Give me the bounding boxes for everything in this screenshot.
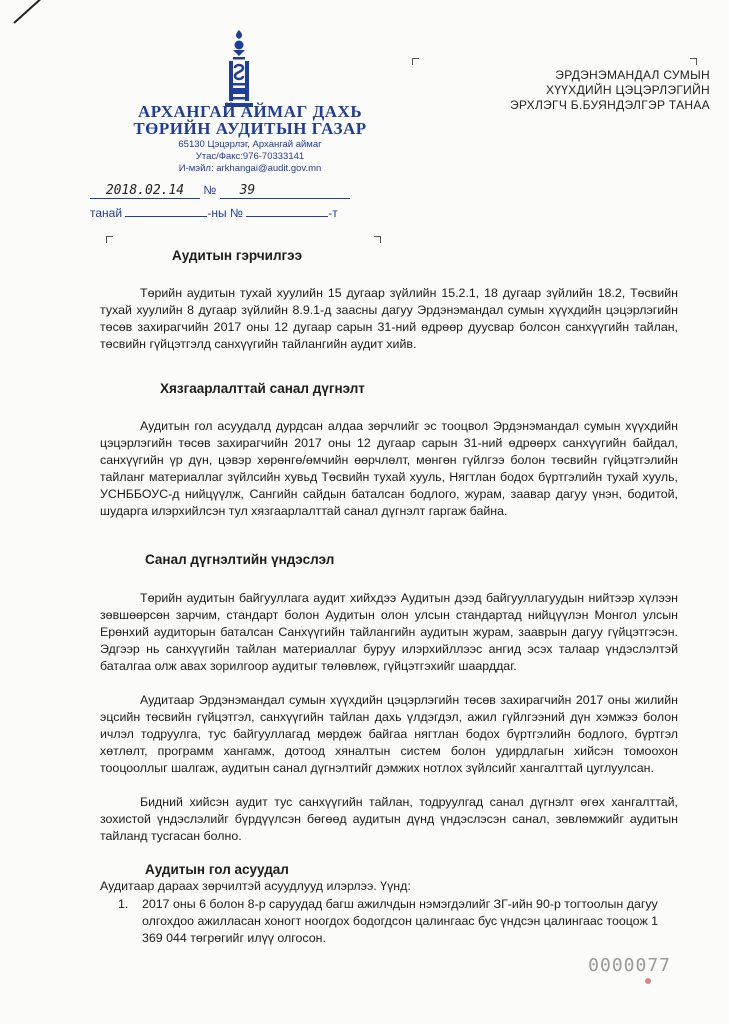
recipient-line2: ХҮҮХДИЙН ЦЭЦЭРЛЭГИЙН: [546, 83, 710, 97]
number-label: №: [203, 183, 217, 197]
ink-dot: [645, 978, 651, 984]
heading-audit-certificate: Аудитын гэрчилгээ: [172, 248, 303, 263]
recipient-corner-mark: [690, 58, 697, 65]
org-name-line1: АРХАНГАЙ АЙМАГ ДАХЬ: [137, 102, 363, 121]
reference-line: [90, 206, 380, 220]
letter-number: 39: [239, 183, 256, 198]
page-number-stamp: 0000077: [588, 955, 671, 976]
date-number-line: [90, 183, 380, 199]
ref-prefix: танай: [90, 206, 123, 220]
list-text: 2017 оны 6 болон 8-р саруудад багш ажилчдын нэмэгдэлийг ЗГ-ийн 90-р тогтоолын дагуу олгохдоо ажилласан хоногт ноогдох бодогдсон цалингаас бус үндсэн цалингаас тооцож 1 369 044 төгрөгийг илүү олгосон.: [142, 897, 659, 945]
paragraph-intro: Төрийн аудитын тухай хуулийн 15 дугаар зүйлийн 15.2.1, 18 дугаар зүйлийн 18.2, Төсвийн тухай хуулийн 8 дугаар зүйлийн 8.9.1-д заасны дагуу Эрдэнэмандал сумын хүүхдийн цэцэрлэгийн төсөв захирагчийн 2017 оны 12 дугаар сарын 31-ний өдрөөр дуусвар болсон санхүүгийн тайлан, төсвийн гүйцэтгэлд санхүүгийн тайлангийн аудит хийв.: [100, 286, 678, 351]
paragraph-opinion: Аудитын гол асуудалд дурдсан алдаа зөрчлийг эс тооцвол Эрдэнэмандал сумын хүүхдийн цэцэрлэгийн төсөв захирагчийн 2017 оны 12 дугаар сарын 31-ний өдрөөрх санхүүгийн байдал, санхүүгийн үр дүн, цэвэр хөрөнгө/өмчийн өөрчлөлт, мөнгөн гүйлгээ болон төсвийн гүйцэтгэлийн тайланг материаллаг зүйлсийн хувьд Төсвийн тухай хууль, Нягтлан бодох бүртгэлийн тухай хууль, УСНББОУС-д нийцүүлж, Сангийн сайдын баталсан бодлого, журам, заавар дагуу үнэн, бодитой, шударга илэрхийлсэн тул хязгаарлалттай санал дүгнэлт гаргаж байна.: [100, 419, 678, 518]
address-corner-mark: [374, 236, 381, 243]
list-number: 1.: [118, 897, 129, 911]
org-email: И-мэйл: arkhangai@audit.gov.mn: [178, 163, 322, 174]
paragraph-recommendations: Бидний хийсэн аудит тус санхүүгийн тайлан, тодруулгад санал дүгнэлт өгөх хангалттай, зохистой үндэслэлийг бүрдүүлсэн бөгөөд аудитын дүнд үндэслэсэн санал, зөвлөмжийг аудитын тайланд тусгасан болно.: [100, 795, 678, 843]
heading-qualified-opinion: Хязгаарлалттай санал дүгнэлт: [160, 381, 365, 396]
ref-mid: -ны №: [207, 206, 243, 220]
list-item: [118, 896, 678, 947]
org-name-line2: ТӨРИЙН АУДИТЫН ГАЗАР: [133, 119, 367, 138]
soyombo-emblem-icon: [222, 28, 256, 110]
paragraph-basis: Төрийн аудитын байгууллага аудит хийхдээ Аудитын дээд байгууллагуудын нийтээр хүлээн зөвшөөрсөн зарчим, стандарт болон Аудитын олон улсын стандартад нийцүүлэн Монгол улсын Ерөнхий аудиторын баталсан Санхүүгийн тайлангийн аудитын журам, зааврын дагуу гүйцэтгэсэн. Эдгээр нь санхүүгийн тайлан материаллаг буруу илэрхийллээс ангид эсэх талаар үндэслэлтэй баталгаа олж авах зорилгоор аудитыг төлөвлөж, гүйцэтгэхийг шаарддаг.: [100, 591, 678, 673]
org-address: 65130 Цэцэрлэг, Архангай аймаг: [178, 139, 322, 150]
pen-mark: [13, 0, 46, 24]
paragraph-scope: Аудитаар Эрдэнэмандал сумын хүүхдийн цэцэрлэгийн төсөв захирагчийн 2017 оны жилийн эцсийн төсвийн гүйцэтгэл, санхүүгийн тайлан дахь үлдэгдэл, ажил гүйлгээний дүн хэмжээ болон ичлэл тодруулга, тус байгууллагад мөрдөж байгаа нягтлан бодох бүртгэлийн бодлого, бүртгэл хөтлөлт, программ хангамж, дотоод хяналтын систем болон удирдлагын хийсэн томоохон тооцооллыг шалгаж, аудитын санал дүгнэлтийг дэмжих нотлох зүйлсийг хангалттай цуглуулсан.: [100, 693, 678, 775]
heading-key-audit-matters: Аудитын гол асуудал: [145, 862, 289, 877]
heading-basis-for-opinion: Санал дүгнэлтийн үндэслэл: [145, 552, 335, 567]
recipient-line1: ЭРДЭНЭМАНДАЛ СУМЫН: [555, 68, 710, 82]
paragraph-findings-intro: Аудитаар дараах зөрчилтэй асуудлууд илэрлээ. Үүнд:: [100, 879, 411, 893]
ref-suffix: -т: [328, 206, 338, 220]
org-phone: Утас/Факс:976-70333141: [195, 151, 305, 162]
address-corner-mark: [106, 236, 113, 243]
letter-date: 2018.02.14: [105, 183, 185, 198]
recipient-corner-mark: [412, 58, 419, 65]
recipient-line3: ЭРХЛЭГЧ Б.БУЯНДЭЛГЭР ТАНАА: [509, 98, 710, 112]
